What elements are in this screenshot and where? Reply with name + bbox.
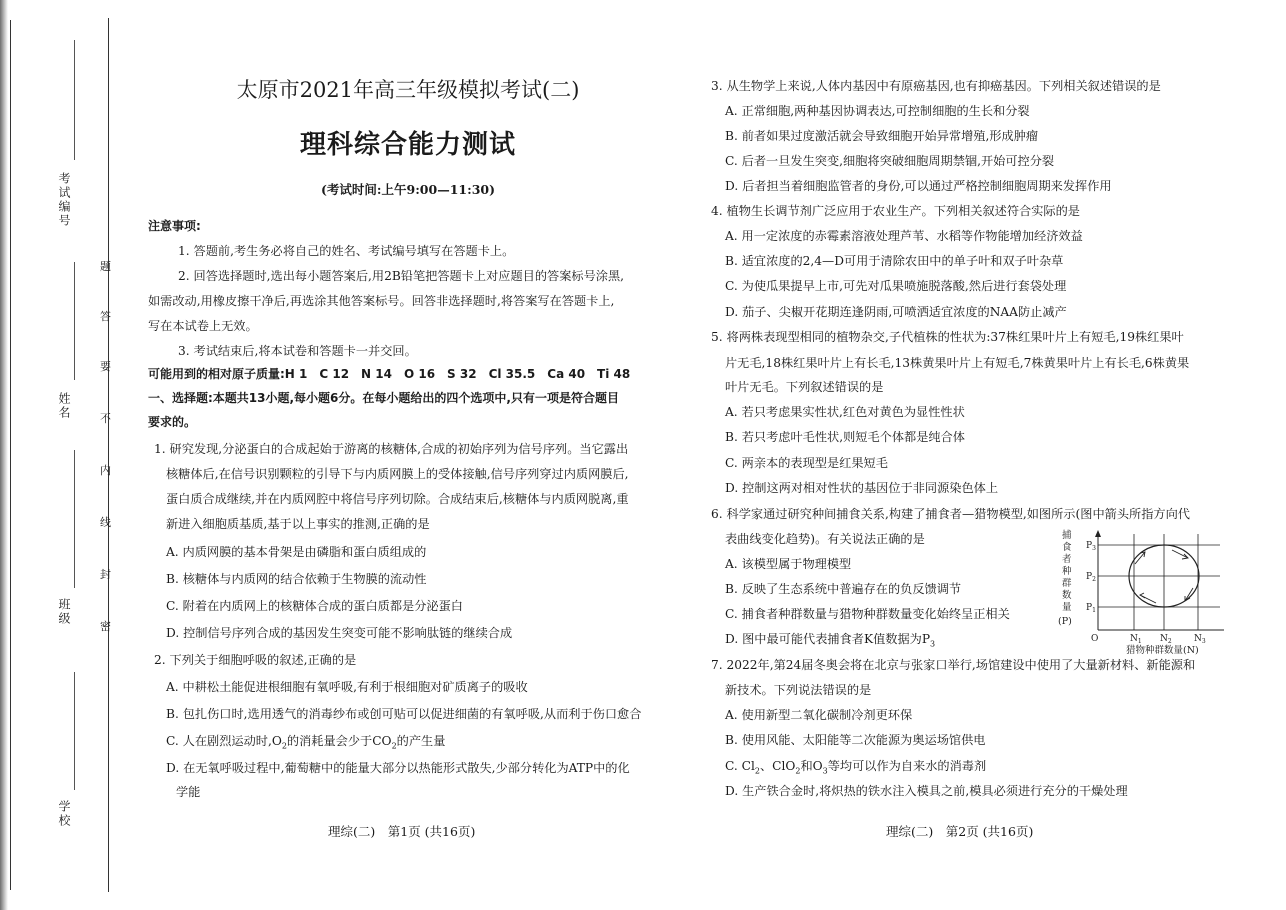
seal-word: 内 (100, 464, 111, 477)
name-blank (74, 262, 75, 380)
q4-option-b: B. 适宜浓度的2,4—D可用于清除农田中的单子叶和双子叶杂草 (725, 254, 1064, 268)
seal-word: 封 (100, 568, 111, 581)
q5-option-b: B. 若只考虑叶毛性状,则短毛个体都是纯合体 (725, 430, 965, 444)
q4-option-a: A. 用一定浓度的赤霉素溶液处理芦苇、水稻等作物能增加经济效益 (725, 229, 1083, 243)
q6-option-a: A. 该模型属于物理模型 (725, 557, 852, 571)
q2-option-c: C. 人在剧烈运动时$,O_2$的消耗量会少于$CO_2$的产生量 (166, 734, 446, 751)
notice-line: 1. 答题前,考生务必将自己的姓名、考试编号填写在答题卡上。 (178, 244, 515, 258)
y-axis-label (1058, 529, 1072, 627)
exam-number-label: 考试编号 (57, 172, 71, 228)
atomic-mass: 可能用到的相对原子质量:H 1 C 12 N 14 O 16 S 32 Cl 35.5 Ca 40 Ti 48 (148, 367, 631, 381)
q1-stem: 1. 研究发现,分泌蛋白的合成起始于游离的核糖体,合成的初始序列为信号序列。当它露出 (154, 442, 629, 456)
q1-stem: 核糖体后,在信号识别颗粒的引导下与内质网膜上的受体接触,信号序列穿过内质网膜后, (166, 467, 629, 481)
q7-stem: 新技术。下列说法错误的是 (725, 683, 872, 697)
seal-word: 要 (100, 360, 111, 373)
svg-text:数: 数 (1062, 590, 1072, 601)
q3-option-d: D. 后者担当着细胞监管者的身份,可以通过严格控制细胞周期来发挥作用 (725, 179, 1112, 193)
q7-option-d: D. 生产铁合金时,将炽热的铁水注入模具之前,模具必须进行充分的干燥处理 (725, 784, 1128, 798)
class-blank (74, 450, 75, 588)
q5-stem: 叶片无毛。下列叙述错误的是 (725, 380, 884, 394)
q1-option-d: D. 控制信号序列合成的基因发生突变可能不影响肽链的继续合成 (166, 626, 513, 640)
q7-option-a: A. 使用新型二氧化碳制冷剂更环保 (725, 708, 913, 722)
svg-text:N3: $N_3$ (1194, 634, 1206, 645)
q3-option-c: C. 后者一旦发生突变,细胞将突破细胞周期禁锢,开始可控分裂 (725, 154, 1055, 168)
svg-text:者: 者 (1062, 554, 1072, 565)
school-blank (74, 672, 75, 790)
notice-line: 2. 回答选择题时,选出每小题答案后,用2B铅笔把答题卡上对应题目的答案标号涂黑, (178, 269, 625, 283)
q2-option-a: A. 中耕松土能促进根细胞有氧呼吸,有利于根细胞对矿质离子的吸收 (166, 680, 528, 694)
exam-number-blank (74, 40, 75, 160)
svg-text:N2: $N_2$ (1160, 634, 1172, 645)
class-label: 班级 (57, 598, 71, 626)
q1-option-c: C. 附着在内质网上的核糖体合成的蛋白质都是分泌蛋白 (166, 599, 463, 613)
binding-edge-line (10, 20, 11, 890)
notice-line: 3. 考试结束后,将本试卷和答题卡一并交回。 (178, 344, 417, 358)
q6-option-d: D. 图中最可能代表捕食者K值数据为$P_3$ (725, 632, 936, 649)
svg-text:N1: $N_1$ (1130, 634, 1142, 645)
section-heading-cont: 要求的。 (148, 415, 197, 429)
seal-word: 线 (100, 516, 111, 529)
axis-ticks (1086, 541, 1206, 645)
notice-line: 如需改动,用橡皮擦干净后,再选涂其他答案标号。回答非选择题时,将答案写在答题卡上, (148, 294, 615, 308)
svg-text:群: 群 (1062, 578, 1072, 589)
q3-option-a: A. 正常细胞,两种基因协调表达,可控制细胞的生长和分裂 (725, 104, 1030, 118)
footer-left: 理综(二) 第1页 (共16页) (328, 824, 476, 839)
q2-stem: 2. 下列关于细胞呼吸的叙述,正确的是 (154, 653, 357, 667)
notice-heading: 注意事项: (148, 219, 201, 233)
exam-title: 太原市2021年高三年级模拟考试(二) (236, 78, 580, 102)
q2-option-d-cont: 学能 (176, 785, 201, 799)
svg-text:P3: $P_3$ (1086, 541, 1096, 552)
footer-right: 理综(二) 第2页 (共16页) (886, 824, 1034, 839)
q2-option-d: D. 在无氧呼吸过程中,葡萄糖中的能量大部分以热能形式散失,少部分转化为ATP中的化 (166, 761, 630, 775)
q1-option-b: B. 核糖体与内质网的结合依赖于生物膜的流动性 (166, 572, 427, 586)
q5-stem: 5. 将两株表现型相同的植物杂交,子代植株的性状为:37株红果叶片上有短毛,19株红果叶 (711, 330, 1184, 344)
q6-stem: 表曲线变化趋势)。有关说法正确的是 (725, 532, 925, 546)
q3-stem: 3. 从生物学上来说,人体内基因中有原癌基因,也有抑癌基因。下列相关叙述错误的是 (711, 79, 1161, 93)
svg-text:O: O (1091, 634, 1099, 644)
q1-stem: 蛋白质合成继续,并在内质网腔中将信号序列切除。合成结束后,核糖体与内质网脱离,重 (166, 492, 629, 506)
predator-prey-figure (1060, 528, 1230, 656)
q6-option-b: B. 反映了生态系统中普遍存在的负反馈调节 (725, 582, 962, 596)
scan-edge (0, 0, 8, 910)
q1-option-a: A. 内质网膜的基本骨架是由磷脂和蛋白质组成的 (166, 545, 427, 559)
q5-option-a: A. 若只考虑果实性状,红色对黄色为显性性状 (725, 405, 965, 419)
section-heading: 一、选择题:本题共13小题,每小题6分。在每小题给出的四个选项中,只有一项是符合题目 (148, 391, 619, 405)
name-label: 姓名 (57, 392, 71, 420)
binding-margin (8, 0, 111, 910)
q5-option-c: C. 两亲本的表现型是红果短毛 (725, 456, 888, 470)
seal-word: 不 (100, 412, 111, 425)
school-label: 学校 (57, 800, 71, 828)
q7-option-c: C. $Cl_2$、ClO$_2$和$O_3$等均可以作为自来水的消毒剂 (725, 759, 987, 776)
notice-line: 写在本试卷上无效。 (148, 319, 258, 333)
seal-word: 密 (100, 620, 111, 633)
subject-title: 理科综合能力测试 (299, 130, 516, 160)
q7-stem: 7. 2022年,第24届冬奥会将在北京与张家口举行,场馆建设中使用了大量新材料、新能源和 (711, 658, 1196, 672)
svg-text:量: 量 (1062, 602, 1072, 613)
q3-option-b: B. 前者如果过度激活就会导致细胞开始异常增殖,形成肿瘤 (725, 129, 1039, 143)
seal-word: 题 (100, 260, 111, 273)
svg-text:(P): (P) (1058, 616, 1072, 627)
y-axis-arrow-icon (1095, 530, 1101, 537)
q5-stem: 片无毛,18株红果叶片上有长毛,13株黄果叶片上有短毛,7株黄果叶片上有长毛,6株黄果 (725, 356, 1190, 370)
svg-text:捕: 捕 (1062, 530, 1072, 541)
svg-text:P2: $P_2$ (1086, 572, 1096, 583)
svg-text:食: 食 (1062, 542, 1072, 553)
q4-stem: 4. 植物生长调节剂广泛应用于农业生产。下列相关叙述符合实际的是 (711, 204, 1080, 218)
q4-option-c: C. 为使瓜果提早上市,可先对瓜果喷施脱落酸,然后进行套袋处理 (725, 279, 1067, 293)
seal-line (108, 18, 109, 892)
q7-option-b: B. 使用风能、太阳能等二次能源为奥运场馆供电 (725, 733, 986, 747)
q6-stem: 6. 科学家通过研究种间捕食关系,构建了捕食者—猎物模型,如图所示(图中箭头所指方向代 (711, 507, 1190, 521)
q4-option-d: D. 茄子、尖椒开花期连逢阴雨,可喷洒适宜浓度的NAA防止减产 (725, 305, 1067, 319)
exam-time: (考试时间:上午9:00—11:30) (320, 182, 496, 197)
seal-word: 答 (100, 310, 111, 323)
svg-text:种: 种 (1062, 566, 1072, 577)
q2-option-b: B. 包扎伤口时,选用透气的消毒纱布或创可贴可以促进细菌的有氧呼吸,从而利于伤口愈合 (166, 707, 642, 721)
q5-option-d: D. 控制这两对相对性状的基因位于非同源染色体上 (725, 481, 999, 495)
q6-option-c: C. 捕食者种群数量与猎物种群数量变化始终呈正相关 (725, 607, 1010, 621)
q1-stem: 新进入细胞质基质,基于以上事实的推测,正确的是 (166, 517, 430, 531)
svg-text:P1: $P_1$ (1086, 603, 1096, 614)
x-axis-label: 猎物种群数量(N) (1126, 645, 1199, 656)
